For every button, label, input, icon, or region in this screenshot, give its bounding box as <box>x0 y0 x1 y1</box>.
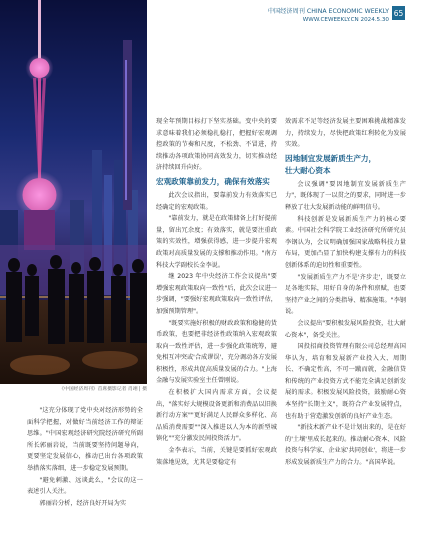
paragraph: 会议提出"要积极发展风险投资，壮大耐心资本"，备受关注。 <box>285 319 406 339</box>
paragraph: 国投招商投资管理有限公司总经理高国华认为，培育和发展新产业投入大、周期长、不确定性高，不可一蹴而就，金融信贷和传统的产业投资方式不能完全满足创新发展的需求。积极发展风险投资，鼓励耐心资本坚持"长期主义"，既符合产业发展特点，也有助于营造激发创新的良好产业生态。 <box>285 343 406 420</box>
magazine-name: 中国经济周刊 CHINA ECONOMIC WEEKLY <box>267 8 389 15</box>
paragraph: "这充分体现了党中央对经济形势的全面科学把握，对做好当前经济工作的辩证思维。"中国宏观经济研究院经济研究所副所长郭丽岩说，当前既要坚持问题导向，更要坚定发展信心，推动已出台各项政策举措落实落细，进一步稳定发展预期。 <box>27 407 143 472</box>
paragraph: "既要实施好积极的财政政策和稳健的货币政策，也要把非经济性政策纳入宏观政策取向一致性评估，进一步强化政策统筹，避免相互冲突或'合成谬误'，充分调动各方发展积极性，形成共促高质量发展的合力。"上海金融与发展实验室主任曾刚说。 <box>156 319 277 385</box>
paragraph: 会议强调"要因地制宜发展新质生产力"，既体现了一以贯之的要求，同时进一步释放了壮大发展新动能的鲜明信号。 <box>285 180 406 211</box>
section-heading-line-2: 壮大耐心资本 <box>285 165 331 175</box>
paragraph: 金李表示，当前，关键是要抓好宏观政策落地见效，尤其是要稳定有 <box>156 447 277 466</box>
section-heading-line-1: 因地制宜发展新质生产力， <box>285 153 377 163</box>
paragraph: 在积极扩大国内需求方面，会议提出，"落实好大规模设备更新和消费品以旧换新行动方案""更好满足人民群众多样化、高品质消费需要""深入推进以人为本的新型城镇化""充分激发民间投资活力"。 <box>156 389 277 443</box>
paragraph: 此次会议指出，要靠前发力有效落实已经确定的宏观政策。 <box>156 191 277 211</box>
section-heading <box>285 153 406 177</box>
website-and-date: WWW.CEWEEKLY.CN 2024.5.30 <box>302 17 389 23</box>
section-heading-text: 宏观政策靠前发力，确保有效落实 <box>156 176 270 186</box>
paragraph: 效需求不足等经济发展主要困难挑战精准发力，持续发力，尽快把政策红利转化为发展实效。 <box>285 118 406 149</box>
paragraph: 科技创新是发展新质生产力的核心要素。中国社会科学院工业经济研究所研究员李钢认为，会议明确加强国家战略科技力量布局，更加凸显了加快构建支撑有力的科技创新体系的迫切性和重要性。 <box>285 215 406 269</box>
masthead <box>268 7 389 25</box>
article-column-1 <box>27 405 143 509</box>
paragraph: 继 2023 年中央经济工作会议提出"要增强宏观政策取向一致性"后，此次会议进一步强调，"要强好宏观政策取向一致性评估，加强预期管理"。 <box>156 273 277 315</box>
paragraph: "避免刺激、远谈此么，"会议的这一表述引人关注。 <box>27 476 143 496</box>
paragraph: "新技术新产业不是计划出来的，是在好的'土壤'里成长起来的。推动耐心资本、风险投资与科学家、企业家'共同创业'，将进一步形成发展新质生产力的合力。"高国华说。 <box>285 424 406 467</box>
article-column-2 <box>156 116 277 468</box>
skyline-photo <box>0 0 147 384</box>
photo-caption: 《中国经济周刊》首席摄影记者 肖翊 | 摄 <box>59 387 147 392</box>
paragraph: 现全年预期目标打下坚实基础。变中央的要求意味着我们必须稳扎稳打，把握好宏观调控政策的节奏和尺度，不松劲、不冒进，持续推动各项政策协同高效发力，切实推动经济持续回升向好。 <box>156 118 277 172</box>
paragraph: "靠前发力，就是在政策储备上打好提前量，留出冗余度；有效落实，就是要注重政策的实效性，增强获得感，进一步提升宏观政策对高质量发展的支撑和推动作用。"南方科技大学副校长金李说。 <box>156 215 277 269</box>
page-number: 65 <box>392 6 405 20</box>
paragraph: "发展新质生产力不是'齐步走'，既要立足各地实际，用好自身的条件和禀赋，也要坚持产业之间的分类指导、精准施策。"李钢说。 <box>285 273 406 316</box>
section-heading <box>156 176 277 188</box>
page-header <box>268 6 405 34</box>
article-column-3 <box>285 116 406 469</box>
paragraph: 郭丽岩分析，经济良好开局为实 <box>39 499 127 507</box>
